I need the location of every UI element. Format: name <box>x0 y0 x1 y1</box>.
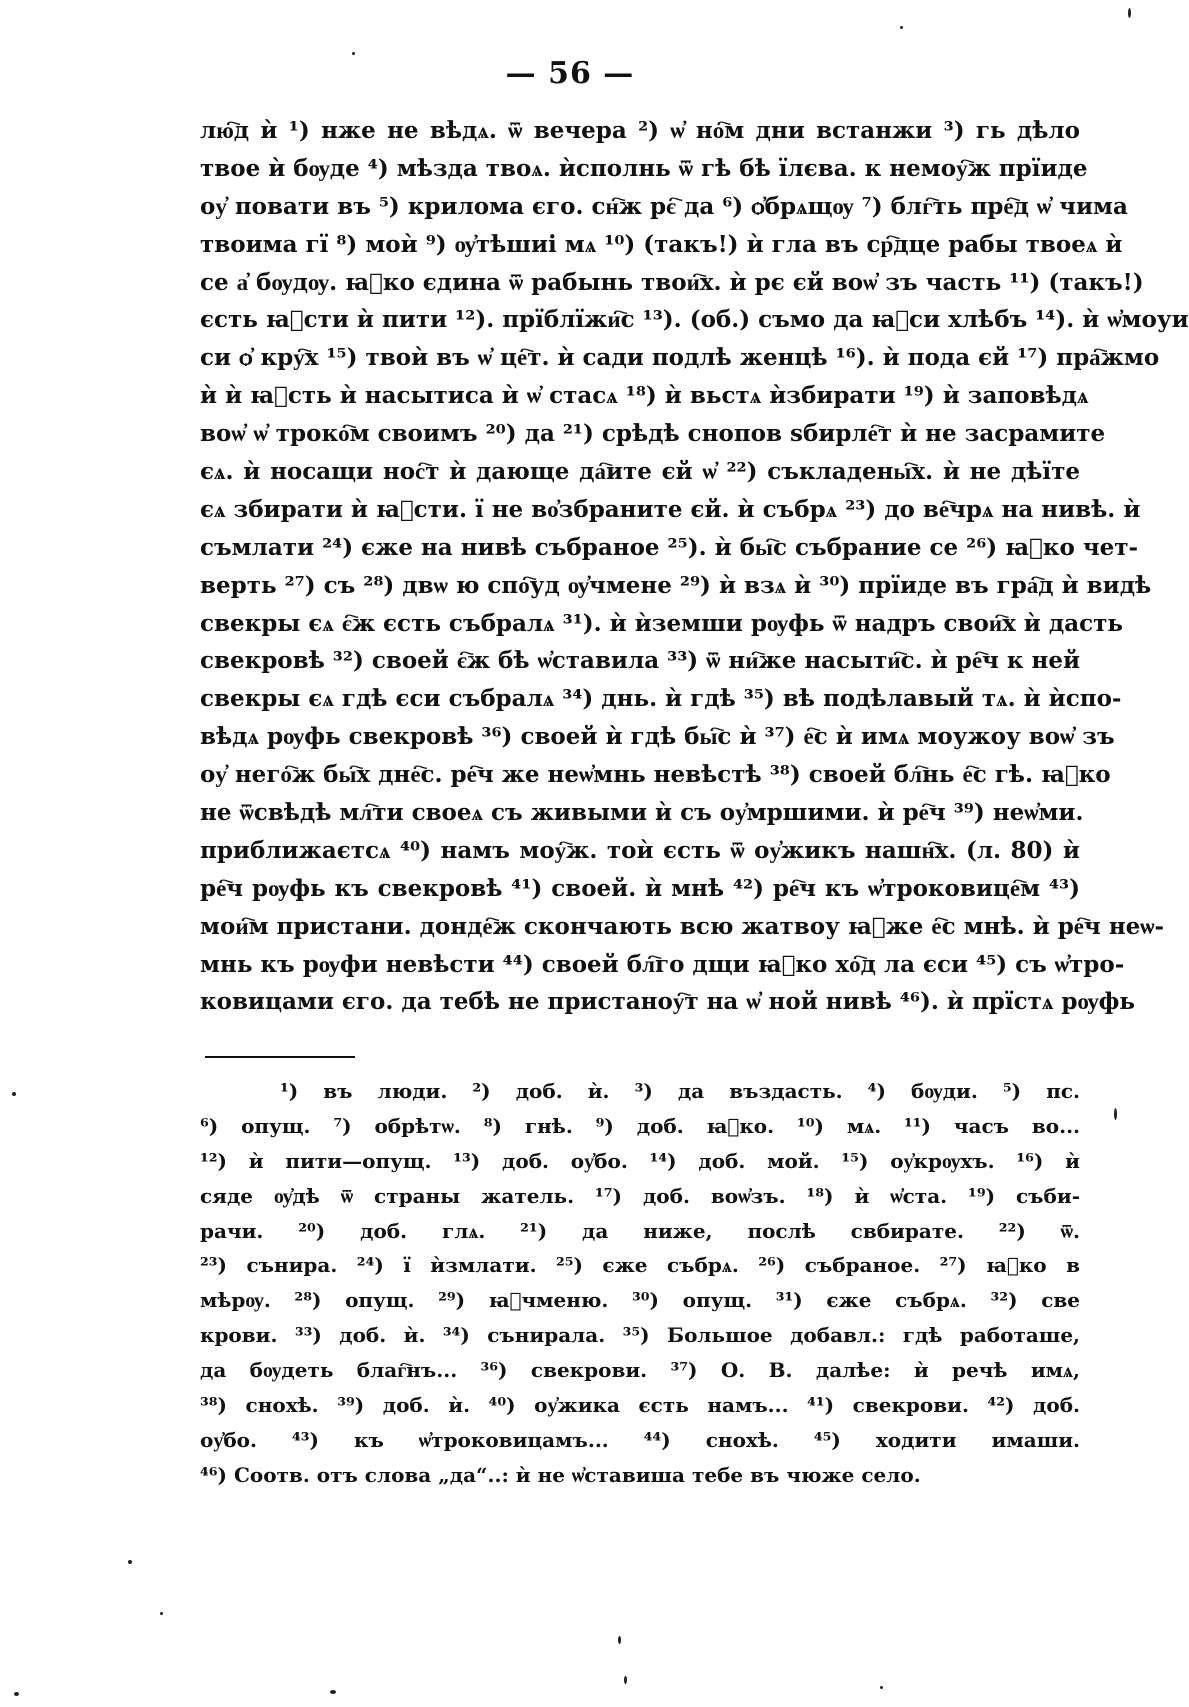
footnote-line: крови. ³³) доб. ѝ. ³⁴) сънирала. ³⁵) Большое добавл.: гдѣ работаше, <box>200 1323 1080 1348</box>
page-number: — 56 — <box>505 56 635 91</box>
scan-speck <box>352 52 355 55</box>
text-line: свекры єѧ є҇ж єсть събралѧ ³¹). ѝ ѝземши рѹфь ѿ надръ свои҇х ѝ дасть <box>200 609 1123 637</box>
footnote-line: ²³) сънира. ²⁴) ї ѝзмлати. ²⁵) єже събрѧ. ²⁶) събраное. ²⁷) ꙗ҆ко в <box>200 1253 1080 1278</box>
text-line: мои҇м пристани. донде҇ж скончають всю жатвоу ꙗ҆же е҇с мнѣ. ѝ ре҇ч неѡ- <box>200 912 1165 940</box>
text-line: єсть ꙗ҆сти ѝ пити ¹²). прїблїжи҇с ¹³). (об.) съмо да ꙗ҆си хлѣбъ ¹⁴). ѝ ѡ҆моуи <box>200 306 1189 334</box>
text-line: єѧ збирати ѝ ꙗ҆сти. ї не во҆збраните єй. ѝ събрѧ ²³) до ве҇чрѧ на нивѣ. ѝ <box>200 495 1141 523</box>
scan-speck <box>1128 8 1131 18</box>
scan-speck <box>12 1092 16 1096</box>
text-line: си ѻ҆ кру҇х ¹⁵) твоѝ въ ѡ҆ це҇т. ѝ сади подлѣ женцѣ ¹⁶). ѝ пода єй ¹⁷) пра҇жмо <box>200 344 1160 372</box>
text-line: ѝ ѝ ꙗ҆сть ѝ насытиса ѝ ѡ҆ стасѧ ¹⁸) ѝ вьстѧ ѝзбирати ¹⁹) ѝ заповѣдѧ <box>200 382 1089 410</box>
footnote-line: ¹²) ѝ пити—опущ. ¹³) доб. оу҆бо. ¹⁴) доб. мой. ¹⁵) оу҆крѹхъ. ¹⁶) ѝ <box>200 1148 1080 1173</box>
scan-speck <box>14 1692 19 1696</box>
text-line: твоима гї ⁸) моѝ ⁹) ѹ҆тѣшиі мѧ ¹⁰) (такъ!) ѝ гла въ ср҇дце рабы твоеѧ ѝ <box>200 230 1123 258</box>
scan-speck <box>160 1612 163 1615</box>
scan-speck <box>330 1690 336 1694</box>
footnote-divider <box>205 1056 355 1058</box>
text-line: верть ²⁷) съ ²⁸) двѡ ю спо҇уд ѹ҆чмене ²⁹) ѝ взѧ ѝ ³⁰) прїиде въ гра҇д ѝ видѣ <box>200 571 1152 599</box>
text-line: ре҇ч рѹфь къ свекровѣ ⁴¹) своей. ѝ мнѣ ⁴²) ре҇ч къ ѡ҆троковице҇м ⁴³) <box>200 874 1080 902</box>
text-line: оу҆ повати въ ⁵) крилома єго. сн҇ж рє҇ да ⁶) ѻ҆брѧщѹ ⁷) блг҇ть пре҇д ѡ҆ чима <box>200 192 1128 220</box>
footnote-line: сяде ѹ҆дѣ ѿ страны жатель. ¹⁷) доб. воѡ҆зъ. ¹⁸) ѝ ѡ҆ста. ¹⁹) съби- <box>200 1183 1080 1208</box>
text-line: вѣдѧ рѹфь свекровѣ ³⁶) своей ѝ гдѣ бы҇с ѝ ³⁷) е҇с ѝ имѧ моужоу воѡ҆ зъ <box>200 723 1115 751</box>
text-line: твое ѝ бѹде ⁴) мѣзда твоѧ. ѝсполнь ѿ гѣ бѣ їлєва. к немоу҇ж прїиде <box>200 154 1088 182</box>
scan-speck <box>880 1686 883 1689</box>
text-line: ковицами єго. да тебѣ не пристаноу҇т на ѡ҆ ной нивѣ ⁴⁶). ѝ прїстѧ рѹфь <box>200 988 1135 1016</box>
footnote-line: рачи. ²⁰) доб. глѧ. ²¹) да ниже, послѣ свбирате. ²²) ѿ. <box>200 1218 1080 1243</box>
footnote-line: оу҆бо. ⁴³) къ ѡ҆троковицамъ... ⁴⁴) снохѣ. ⁴⁵) ходити имаши. <box>200 1427 1080 1452</box>
footnote-line: мѣрѹ. ²⁸) опущ. ²⁹) ꙗ҆чменю. ³⁰) опущ. ³¹) єже събрѧ. ³²) све <box>200 1288 1080 1313</box>
text-line: лю҇д ѝ ¹) нже не вѣдѧ. ѿ вечера ²) ѡ҆ но҇м дни встанжи ³) гь дѣло <box>200 117 1080 144</box>
text-line: се а҆ бѹдѹ. ꙗ҆ко єдина ѿ рабынь твои҇х. ѝ рє єй воѡ҆ зъ часть ¹¹) (такъ!) <box>200 268 1144 296</box>
scan-speck <box>624 1676 627 1684</box>
text-line: приближаєтсѧ ⁴⁰) намъ моу҇ж. тоѝ єсть ѿ оу҆жикъ нашн҇х. (л. 80) ѝ <box>200 836 1080 864</box>
text-line: оу҆ него҇ж бы҇х дне҇с. ре҇ч же неѡ҆мнь невѣстѣ ³⁸) своей бл҇нь е҇с гѣ. ꙗ҆ко <box>200 761 1111 789</box>
text-line: не ѿсвѣдѣ мл҇ти своеѧ съ живыми ѝ съ оу҆мршими. ѝ ре҇ч ³⁹) неѡ҆ми. <box>200 799 1084 827</box>
text-line: съмлати ²⁴) єже на нивѣ събраное ²⁵). ѝ бы҇с събрание се ²⁶) ꙗ҆ко чет- <box>200 533 1139 561</box>
scan-speck <box>1114 1108 1117 1120</box>
footnote-line: да бѹдеть благ҇нъ... ³⁶) свекрови. ³⁷) О. В. далѣе: ѝ речѣ имѧ, <box>200 1358 1080 1383</box>
footnote-line: ⁴⁶) Соотв. отъ слова „да“..: ѝ не ѡ҆ставиша тебе въ чюже село. <box>200 1462 921 1487</box>
text-line: мнь къ рѹфи невѣсти ⁴⁴) своей бл҇го дщи ꙗ҆ко хо҇д ла єси ⁴⁵) съ ѡ҆тро- <box>200 950 1125 978</box>
footnote-line: ¹) въ люди. ²) доб. ѝ. ³) да въздасть. ⁴) бѹди. ⁵) пс. <box>280 1079 1080 1103</box>
main-text-block <box>200 112 1189 1021</box>
scan-speck <box>128 1560 132 1564</box>
footnote-line: ⁶) опущ. ⁷) обрѣтѡ. ⁸) гнѣ. ⁹) доб. ꙗ҆ко. ¹⁰) мѧ. ¹¹) часъ во... <box>200 1113 1080 1138</box>
footnotes-block <box>200 1074 1080 1493</box>
text-line: воѡ҆ ѡ҆ троко҇м своимъ ²⁰) да ²¹) срѣдѣ снопов ѕбирле҇т ѝ не засрамите <box>200 420 1106 448</box>
scan-speck <box>900 26 903 29</box>
text-line: єѧ. ѝ носащи нос҇т ѝ дающе да҇ите єй ѡ҆ ²²) съкладены҇х. ѝ не дѣїте <box>200 458 1080 486</box>
text-line: свекровѣ ³²) своей є҇ж бѣ ѡ҆ставила ³³) ѿ ни҇же насыти҇с. ѝ ре҇ч к ней <box>200 647 1081 675</box>
text-line: свекры єѧ гдѣ єси събралѧ ³⁴) днь. ѝ гдѣ ³⁵) вѣ подѣлавый тѧ. ѝ ѝспо- <box>200 685 1122 713</box>
footnote-line: ³⁸) снохѣ. ³⁹) доб. ѝ. ⁴⁰) оу҆жика єсть намъ... ⁴¹) свекрови. ⁴²) доб. <box>200 1393 1080 1418</box>
scan-speck <box>618 1636 621 1644</box>
